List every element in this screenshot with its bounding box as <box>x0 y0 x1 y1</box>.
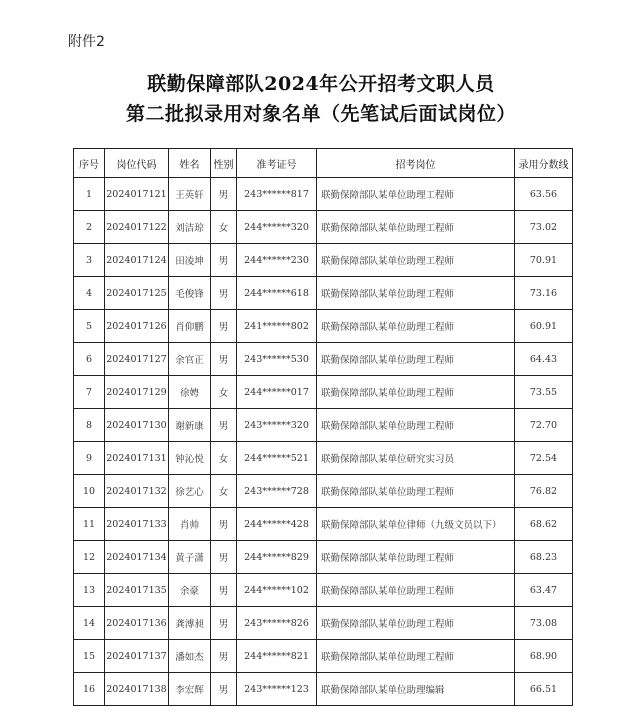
attachment-label: 附件2 <box>68 34 105 50</box>
cell-post-code: 2024017126 <box>105 310 169 343</box>
cell-name: 潘如杰 <box>169 640 211 673</box>
cell-score-line: 64.43 <box>515 343 573 376</box>
cell-score-line: 72.54 <box>515 442 573 475</box>
cell-exam-number: 244******320 <box>237 211 317 244</box>
cell-score-line: 63.56 <box>515 178 573 211</box>
table-row <box>74 409 573 442</box>
table-row <box>74 607 573 640</box>
cell-position: 联勤保障部队某单位助理工程师 <box>317 376 515 409</box>
cell-index: 4 <box>74 277 105 310</box>
table-row <box>74 376 573 409</box>
table-row <box>74 310 573 343</box>
cell-index: 15 <box>74 640 105 673</box>
cell-name: 黄子潇 <box>169 541 211 574</box>
cell-position: 联勤保障部队某单位助理编辑 <box>317 673 515 706</box>
cell-position: 联勤保障部队某单位助理工程师 <box>317 244 515 277</box>
cell-position: 联勤保障部队某单位助理工程师 <box>317 541 515 574</box>
cell-name: 钟沁悦 <box>169 442 211 475</box>
header-position: 招考岗位 <box>317 149 515 178</box>
cell-gender: 男 <box>211 574 237 607</box>
cell-gender: 女 <box>211 211 237 244</box>
cell-post-code: 2024017132 <box>105 475 169 508</box>
cell-post-code: 2024017136 <box>105 607 169 640</box>
candidate-table <box>73 148 573 706</box>
cell-post-code: 2024017127 <box>105 343 169 376</box>
cell-exam-number: 243******320 <box>237 409 317 442</box>
cell-post-code: 2024017130 <box>105 409 169 442</box>
cell-position: 联勤保障部队某单位助理工程师 <box>317 409 515 442</box>
cell-score-line: 73.16 <box>515 277 573 310</box>
cell-gender: 男 <box>211 409 237 442</box>
cell-gender: 男 <box>211 673 237 706</box>
cell-index: 14 <box>74 607 105 640</box>
cell-position: 联勤保障部队某单位助理工程师 <box>317 178 515 211</box>
cell-gender: 男 <box>211 310 237 343</box>
table-row <box>74 640 573 673</box>
cell-exam-number: 244******829 <box>237 541 317 574</box>
cell-name: 肖帅 <box>169 508 211 541</box>
cell-score-line: 66.51 <box>515 673 573 706</box>
cell-index: 10 <box>74 475 105 508</box>
cell-score-line: 68.90 <box>515 640 573 673</box>
cell-exam-number: 244******102 <box>237 574 317 607</box>
cell-score-line: 68.62 <box>515 508 573 541</box>
cell-gender: 女 <box>211 376 237 409</box>
cell-score-line: 63.47 <box>515 574 573 607</box>
cell-name: 刘洁琼 <box>169 211 211 244</box>
cell-name: 谢新康 <box>169 409 211 442</box>
cell-index: 2 <box>74 211 105 244</box>
cell-score-line: 68.23 <box>515 541 573 574</box>
cell-score-line: 73.08 <box>515 607 573 640</box>
cell-gender: 男 <box>211 244 237 277</box>
table-row <box>74 343 573 376</box>
table-row <box>74 673 573 706</box>
cell-gender: 男 <box>211 607 237 640</box>
cell-post-code: 2024017125 <box>105 277 169 310</box>
cell-position: 联勤保障部队某单位研究实习员 <box>317 442 515 475</box>
cell-index: 5 <box>74 310 105 343</box>
cell-name: 田凌坤 <box>169 244 211 277</box>
cell-score-line: 70.91 <box>515 244 573 277</box>
cell-exam-number: 244******521 <box>237 442 317 475</box>
cell-name: 徐娉 <box>169 376 211 409</box>
cell-index: 1 <box>74 178 105 211</box>
cell-index: 16 <box>74 673 105 706</box>
cell-name: 余豪 <box>169 574 211 607</box>
header-post-code: 岗位代码 <box>105 149 169 178</box>
cell-exam-number: 243******530 <box>237 343 317 376</box>
cell-post-code: 2024017138 <box>105 673 169 706</box>
cell-gender: 女 <box>211 442 237 475</box>
cell-position: 联勤保障部队某单位助理工程师 <box>317 277 515 310</box>
table-row <box>74 541 573 574</box>
cell-score-line: 73.02 <box>515 211 573 244</box>
cell-exam-number: 243******817 <box>237 178 317 211</box>
cell-index: 9 <box>74 442 105 475</box>
header-gender: 性别 <box>211 149 237 178</box>
cell-name: 余官正 <box>169 343 211 376</box>
cell-gender: 女 <box>211 475 237 508</box>
cell-position: 联勤保障部队某单位助理工程师 <box>317 574 515 607</box>
header-index: 序号 <box>74 149 105 178</box>
cell-name: 徐艺心 <box>169 475 211 508</box>
cell-exam-number: 244******230 <box>237 244 317 277</box>
cell-exam-number: 243******123 <box>237 673 317 706</box>
cell-exam-number: 244******017 <box>237 376 317 409</box>
cell-position: 联勤保障部队某单位助理工程师 <box>317 475 515 508</box>
cell-index: 11 <box>74 508 105 541</box>
cell-post-code: 2024017137 <box>105 640 169 673</box>
table-row <box>74 178 573 211</box>
cell-position: 联勤保障部队某单位助理工程师 <box>317 607 515 640</box>
cell-post-code: 2024017121 <box>105 178 169 211</box>
cell-exam-number: 244******618 <box>237 277 317 310</box>
cell-position: 联勤保障部队某单位律师（九级文员以下） <box>317 508 515 541</box>
document-title-line-2: 第二批拟录用对象名单（先笔试后面试岗位） <box>125 103 516 125</box>
header-name: 姓名 <box>169 149 211 178</box>
cell-exam-number: 244******821 <box>237 640 317 673</box>
table-row <box>74 442 573 475</box>
cell-position: 联勤保障部队某单位助理工程师 <box>317 310 515 343</box>
cell-name: 王英轩 <box>169 178 211 211</box>
cell-post-code: 2024017122 <box>105 211 169 244</box>
cell-gender: 男 <box>211 343 237 376</box>
cell-gender: 男 <box>211 640 237 673</box>
cell-name: 肖仰鹏 <box>169 310 211 343</box>
cell-post-code: 2024017124 <box>105 244 169 277</box>
cell-score-line: 60.91 <box>515 310 573 343</box>
cell-gender: 男 <box>211 541 237 574</box>
cell-name: 毛俊锋 <box>169 277 211 310</box>
table-row <box>74 244 573 277</box>
header-score-line: 录用分数线 <box>515 149 573 178</box>
cell-position: 联勤保障部队某单位助理工程师 <box>317 211 515 244</box>
table-row <box>74 508 573 541</box>
table-header-row <box>74 149 573 178</box>
header-exam-number: 准考证号 <box>237 149 317 178</box>
cell-exam-number: 244******428 <box>237 508 317 541</box>
cell-gender: 男 <box>211 277 237 310</box>
cell-score-line: 72.70 <box>515 409 573 442</box>
table-row <box>74 574 573 607</box>
table-row <box>74 475 573 508</box>
cell-name: 李宏辉 <box>169 673 211 706</box>
cell-score-line: 76.82 <box>515 475 573 508</box>
cell-post-code: 2024017134 <box>105 541 169 574</box>
cell-gender: 男 <box>211 508 237 541</box>
cell-gender: 男 <box>211 178 237 211</box>
cell-score-line: 73.55 <box>515 376 573 409</box>
table-row <box>74 277 573 310</box>
cell-exam-number: 241******802 <box>237 310 317 343</box>
cell-exam-number: 243******728 <box>237 475 317 508</box>
cell-exam-number: 243******826 <box>237 607 317 640</box>
cell-name: 龚溥昶 <box>169 607 211 640</box>
cell-post-code: 2024017129 <box>105 376 169 409</box>
cell-position: 联勤保障部队某单位助理工程师 <box>317 640 515 673</box>
table-row <box>74 211 573 244</box>
cell-post-code: 2024017131 <box>105 442 169 475</box>
cell-index: 8 <box>74 409 105 442</box>
cell-post-code: 2024017135 <box>105 574 169 607</box>
cell-index: 6 <box>74 343 105 376</box>
document-title-line-1: 联勤保障部队2024年公开招考文职人员 <box>147 73 495 95</box>
cell-index: 3 <box>74 244 105 277</box>
cell-index: 7 <box>74 376 105 409</box>
cell-position: 联勤保障部队某单位助理工程师 <box>317 343 515 376</box>
cell-index: 12 <box>74 541 105 574</box>
cell-post-code: 2024017133 <box>105 508 169 541</box>
cell-index: 13 <box>74 574 105 607</box>
